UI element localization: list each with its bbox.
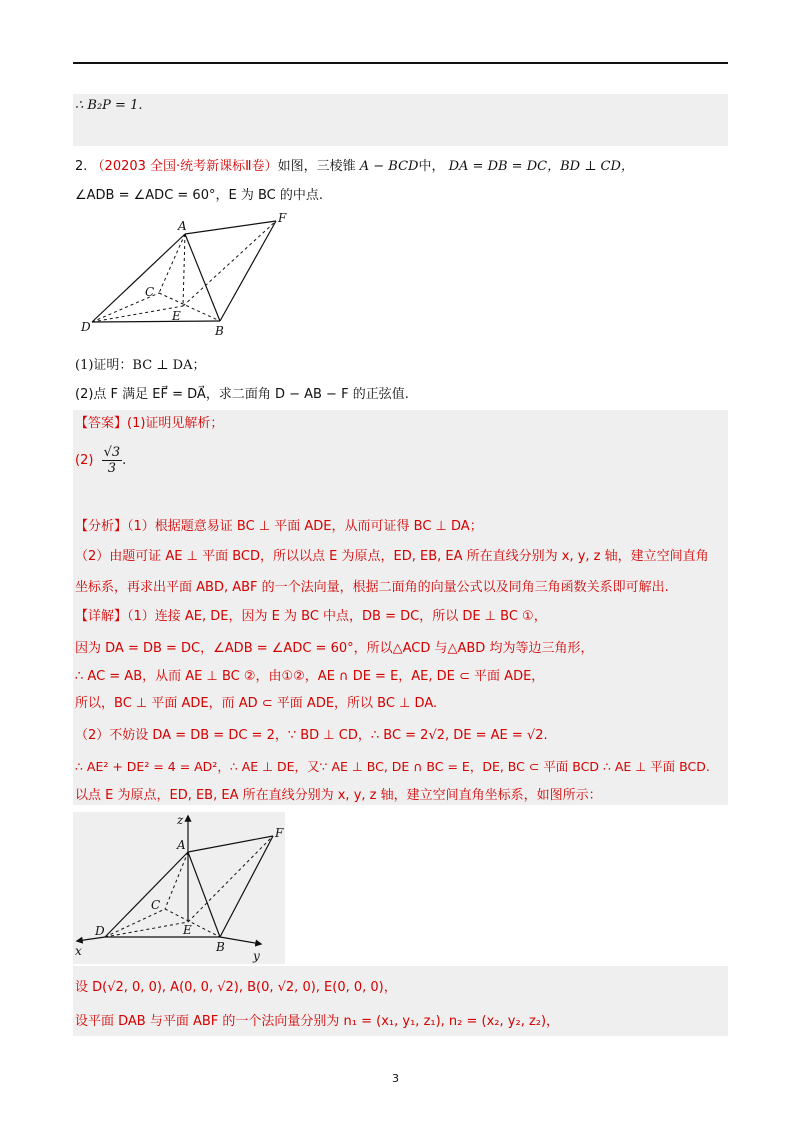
answer-part2-prefix: (2) bbox=[75, 453, 94, 468]
detail-tag: 【详解】 bbox=[75, 609, 128, 624]
page-number: 3 bbox=[392, 1072, 399, 1085]
label2-x: x bbox=[75, 944, 82, 958]
label-C: C bbox=[145, 285, 155, 299]
edge2-DC bbox=[105, 909, 165, 937]
detail-line1 bbox=[75, 607, 547, 627]
label-B: B bbox=[215, 324, 224, 338]
label2-C: C bbox=[151, 898, 161, 912]
label2-z: z bbox=[177, 813, 184, 827]
edge2-AD bbox=[105, 852, 188, 937]
label2-A: A bbox=[177, 838, 186, 852]
analysis-line2: （2）由题可证 AE ⊥ 平面 BCD，所以以点 E 为原点，ED, EB, EA 所在直线分别为 x, y, z 轴，建立空间直角 bbox=[75, 549, 709, 564]
problem-part2: (2)点 F 满足 EF⃗ = DA⃗，求二面角 D − AB − F 的正弦值. bbox=[75, 387, 409, 402]
analysis-tag: 【分析】 bbox=[75, 519, 128, 534]
problem-line2: ∠ADB = ∠ADC = 60°，E 为 BC 的中点. bbox=[75, 188, 323, 203]
edge-FB bbox=[220, 221, 276, 321]
problem-part1: (1)证明：BC ⊥ DA； bbox=[75, 358, 206, 373]
edge-AC bbox=[159, 234, 185, 293]
answer-numerator: √3 bbox=[103, 445, 121, 460]
edge2-CB bbox=[165, 909, 220, 937]
prev-answer: ∴ B₂P = 1. bbox=[75, 98, 143, 113]
label2-F: F bbox=[275, 826, 284, 840]
coordinate-figure bbox=[73, 812, 285, 964]
detail-line3: ∴ AC = AB，从而 AE ⊥ BC ②，由①②，AE ∩ DE = E，AE, DE ⊂ 平面 ADE， bbox=[75, 669, 545, 684]
problem-math1: A − BCD bbox=[359, 159, 419, 174]
label2-B: B bbox=[216, 940, 225, 954]
edge2-AC bbox=[165, 852, 188, 909]
detail-line9: 设平面 DAB 与平面 ABF 的一个法向量分别为 n₁ = (x₁, y₁, z₁), n₂ = (x₂, y₂, z₂)， bbox=[75, 1014, 560, 1029]
detail-line4: 所以，BC ⊥ 平面 ADE，而 AD ⊂ 平面 ADE，所以 BC ⊥ DA. bbox=[75, 696, 438, 711]
edge-DB bbox=[92, 321, 220, 322]
label-F: F bbox=[278, 211, 287, 225]
detail-line7: 以点 E 为原点，ED, EB, EA 所在直线分别为 x, y, z 轴，建立空间直角坐标系，如图所示： bbox=[75, 788, 602, 803]
problem-stem-mid: 中， bbox=[418, 159, 445, 174]
problem-stem-prefix: 如图，三棱锥 bbox=[277, 159, 356, 174]
label2-E: E bbox=[183, 923, 192, 937]
label-A: A bbox=[178, 219, 187, 233]
analysis-line1 bbox=[75, 517, 483, 537]
label2-y: y bbox=[253, 949, 260, 963]
prev-answer-box bbox=[73, 94, 728, 146]
label-E: E bbox=[172, 309, 181, 323]
answer-tag: 【答案】 bbox=[75, 416, 128, 431]
detail-line5: （2）不妨设 DA = DB = DC = 2，∵ BD ⊥ CD，∴ BC = 2√2, DE = AE = √2. bbox=[75, 728, 548, 743]
answer-part1: (1)证明见解析； bbox=[127, 416, 224, 431]
problem-math3: ，BD ⊥ CD， bbox=[547, 159, 634, 174]
answer-line2 bbox=[75, 444, 126, 478]
problem-math2: DA = DB = DC bbox=[448, 159, 548, 174]
problem-number: 2. bbox=[75, 159, 88, 174]
detail-line6: ∴ AE² + DE² = 4 = AD²，∴ AE ⊥ DE，又∵ AE ⊥ BC, DE ∩ BC = E，DE, BC ⊂ 平面 BCD ∴ AE ⊥ 平面 BCD. bbox=[75, 759, 710, 774]
label-D: D bbox=[81, 320, 91, 334]
tetrahedron-figure bbox=[75, 208, 300, 340]
edge2-FB bbox=[220, 836, 273, 937]
detail-line8: 设 D(√2, 0, 0), A(0, 0, √2), B(0, √2, 0), E(0, 0, 0)， bbox=[75, 980, 397, 995]
answer-line1 bbox=[75, 414, 223, 434]
header-rule bbox=[73, 62, 728, 64]
problem-line1 bbox=[75, 157, 634, 177]
problem-source: （20203 全国·统考新课标Ⅱ卷） bbox=[91, 159, 278, 174]
axis-y bbox=[220, 937, 261, 944]
answer-denominator: 3 bbox=[107, 461, 116, 476]
answer-suffix: . bbox=[122, 453, 127, 468]
answer-fraction bbox=[102, 445, 123, 476]
analysis-text1: （1）根据题意易证 BC ⊥ 平面 ADE，从而可证得 BC ⊥ DA； bbox=[127, 519, 483, 534]
detail-line2: 因为 DA = DB = DC，∠ADB = ∠ADC = 60°，所以△ACD 与△ABD 均为等边三角形， bbox=[75, 641, 594, 656]
edge2-EF bbox=[188, 836, 273, 922]
label2-D: D bbox=[95, 924, 105, 938]
analysis-line3: 坐标系，再求出平面 ABD, ABF 的一个法向量，根据二面角的向量公式以及同角三角函数关系即可解出. bbox=[75, 580, 669, 595]
edge-AF bbox=[185, 221, 276, 234]
detail-text1: （1）连接 AE, DE，因为 E 为 BC 中点，DB = DC，所以 DE ⊥ BC ①， bbox=[127, 609, 547, 624]
edge-AE bbox=[183, 234, 185, 306]
